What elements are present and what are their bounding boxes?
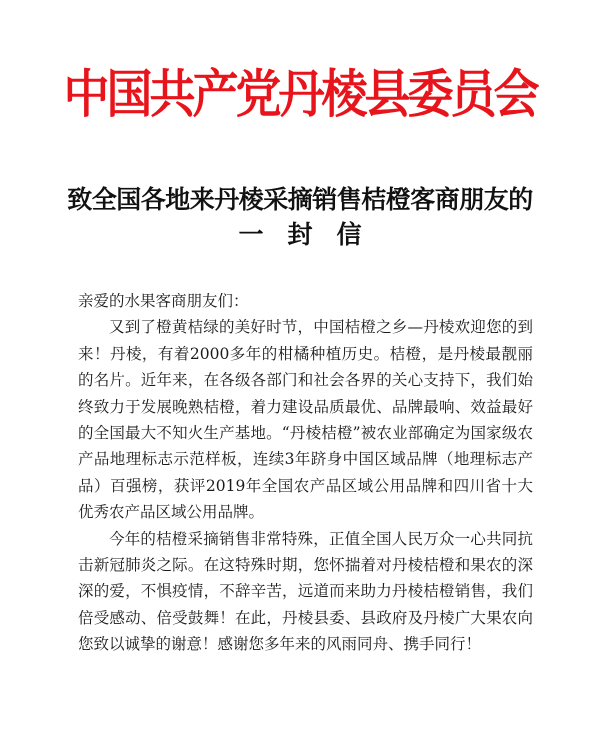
letter-body bbox=[78, 288, 533, 658]
letter-title-line-1: 致全国各地来丹棱采摘销售桔橙客商朋友的 bbox=[67, 185, 533, 214]
salutation: 亲爱的水果客商朋友们： bbox=[78, 292, 249, 310]
paragraph-1: 又到了橙黄桔绿的美好时节，中国桔橙之乡—丹棱欢迎您的到来！丹棱，有着2000多年的柑橘种植历史。桔橙，是丹棱最靓丽的名片。近年来，在各级各部门和社会各界的关心支持下，我们始终致力于发展晚熟桔橙，着力建设品质最优、品牌最响、效益最好的全国最大不知火生产基地。“丹棱桔橙”被农业部确定为国家级农产品地理标志示范样板，连续3年跻身中国区域品牌（地理标志产品）百强榜，获评2019年全国农产品区域公用品牌和四川省十大优秀农产品区域公用品牌。 bbox=[78, 318, 533, 522]
letterhead-title: 中国共产党丹棱县委员会 bbox=[63, 63, 537, 125]
paragraph-2: 今年的桔橙采摘销售非常特殊，正值全国人民万众一心共同抗击新冠肺炎之际。在这特殊时期，您怀揣着对丹棱桔橙和果农的深深的爱，不惧疫情，不辞辛苦，远道而来助力丹棱桔橙销售，我们倍受感动、倍受鼓舞！在此，丹棱县委、县政府及丹棱广大果农向您致以诚挚的谢意！感谢您多年来的风雨同舟、携手同行！ bbox=[78, 529, 533, 654]
letter-title-line-2: 一封信 bbox=[238, 220, 386, 249]
